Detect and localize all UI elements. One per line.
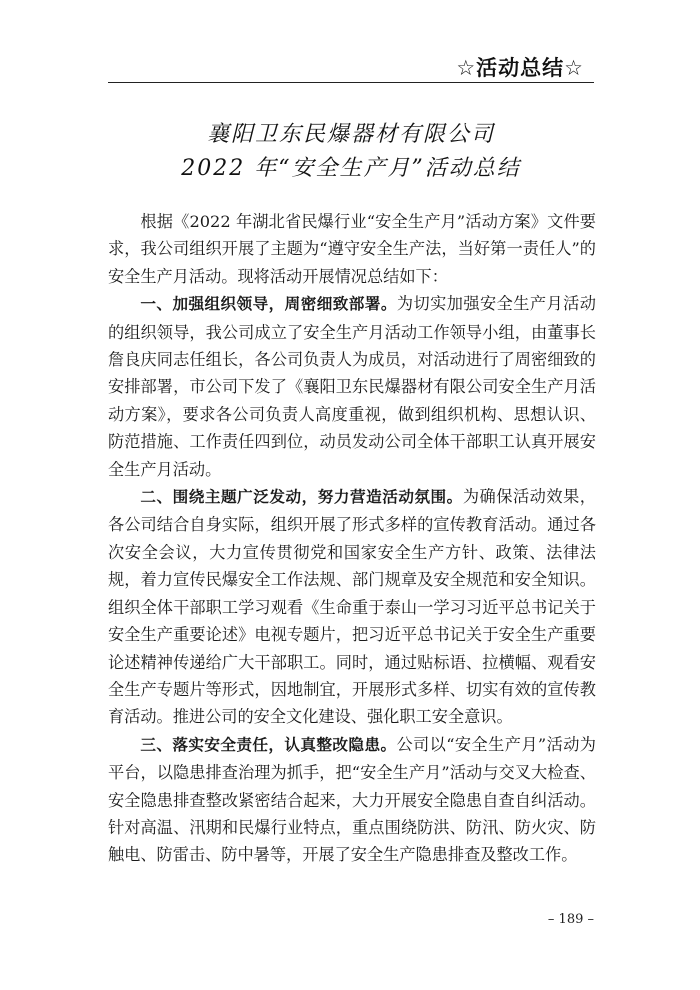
- paragraph-text: 为切实加强安全生产月活动的组织领导，我公司成立了安全生产月活动工作领导小组，由董事长詹良庆同志任组长，各公司负责人为成员，对活动进行了周密细致的安排部署，市公司下发了《襄阳卫东民爆器材有限公司安全生产月活动方案》，要求各公司负责人高度重视，做到组织机构、思想认识、防范措施、工作责任四到位，动员发动公司全体干部职工认真开展安全生产月活动。: [108, 294, 596, 479]
- paragraph-text: 根据《2022 年湖北省民爆行业“安全生产月”活动方案》文件要求，我公司组织开展了主题为“遵守安全生产法，当好第一责任人”的安全生产月活动。现将活动开展情况总结如下：: [108, 212, 596, 286]
- title-subject: 2022 年“安全生产月”活动总结: [181, 156, 521, 181]
- section-heading: 三、落实安全责任，认真整改隐患。: [140, 735, 397, 754]
- paragraph-text: 为确保活动效果，各公司结合自身实际，组织开展了形式多样的宣传教育活动。通过各次安全会议，大力宣传贯彻党和国家安全生产方针、政策、法律法规，着力宣传民爆安全工作法规、部门规章及安全规范和安全知识。组织全体干部职工学习观看《生命重于泰山一学习习近平总书记关于安全生产重要论述》电视专题片，把习近平总书记关于安全生产重要论述精神传递给广大干部职工。同时，通过贴标语、拉横幅、观看安全生产专题片等形式，因地制宜，开展形式多样、切实有效的宣传教育活动。推进公司的安全文化建设、强化职工安全意识。: [108, 487, 596, 727]
- document-title: [108, 118, 594, 186]
- section-label: ☆活动总结☆: [456, 56, 584, 80]
- section-paragraph-1: [108, 290, 596, 483]
- section-paragraph-2: [108, 483, 596, 731]
- intro-paragraph: [108, 208, 596, 290]
- title-company: 襄阳卫东民爆器材有限公司: [206, 122, 495, 147]
- page-header: [108, 44, 594, 83]
- section-paragraph-3: [108, 731, 596, 869]
- section-heading: 一、加强组织领导，周密细致部署。: [140, 295, 397, 314]
- document-body: [108, 208, 596, 869]
- paragraph-text: 公司以“安全生产月”活动为平台，以隐患排查治理为抓手，把“安全生产月”活动与交叉大检查、安全隐患排查整改紧密结合起来，大力开展安全隐患自查自纠活动。针对高温、汛期和民爆行业特点，重点围绕防洪、防汛、防火灾、防触电、防雷击、防中暑等，开展了安全生产隐患排查及整改工作。: [108, 734, 596, 865]
- page-number: – 189 –: [547, 912, 594, 927]
- section-heading: 二、围绕主题广泛发动，努力营造活动氛围。: [140, 488, 463, 507]
